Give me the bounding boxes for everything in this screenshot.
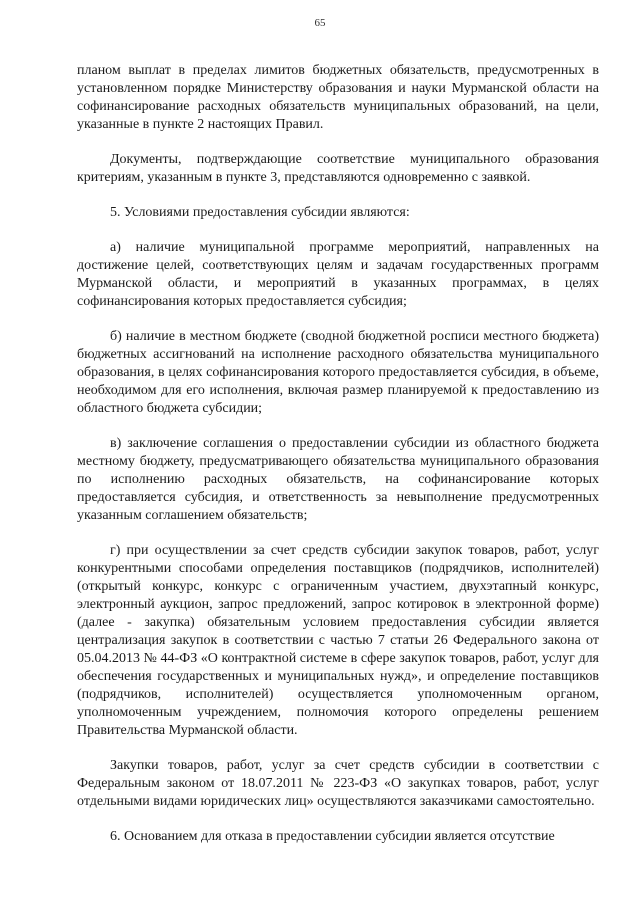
paragraph-item-5b: б) наличие в местном бюджете (сводной бюджетной росписи местного бюджета) бюджетных ассигнований на исполнение расходного обязательства муниципального образования, в целях софинансирования которого предоставляется субсидия, в объеме, необходимом для его исполнения, включая размер планируемой к предоставлению из областного бюджета субсидии; [77, 329, 599, 416]
paragraph-continuation: планом выплат в пределах лимитов бюджетных обязательств, предусмотренных в установленном порядке Министерству образования и науки Мурманской области на софинансирование расходных обязательств муниципальных образований, на цели, указанные в пункте 2 настоящих Правил. [77, 63, 599, 132]
paragraph-procurement: Закупки товаров, работ, услуг за счет средств субсидии в соответствии с Федеральным законом от 18.07.2011 № 223-ФЗ «О закупках товаров, работ, услуг отдельными видами юридических лиц» осуществляются заказчиками самостоятельно. [77, 758, 599, 809]
page-number: 65 [314, 17, 326, 29]
paragraph-documents: Документы, подтверждающие соответствие муниципального образования критериям, указанным в пункте 3, представляются одновременно с заявкой. [77, 152, 599, 185]
document-body [77, 62, 599, 863]
paragraph-item-5a: а) наличие муниципальной программе мероприятий, направленных на достижение целей, соответствующих целям и задачам государственных программ Мурманской области, и мероприятий в указанных программах, в целях софинансирования которых предоставляется субсидия; [77, 240, 599, 309]
paragraph-item-5v: в) заключение соглашения о предоставлении субсидии из областного бюджета местному бюджету, предусматривающего обязательства муниципального образования по исполнению расходных обязательств, на софинансирование которых предоставляется субсидия, и ответственность за невыполнение предусмотренных указанным соглашением обязательств; [77, 436, 599, 523]
paragraph-item-6: 6. Основанием для отказа в предоставлении субсидии является отсутствие [110, 829, 555, 844]
paragraph-item-5: 5. Условиями предоставления субсидии являются: [110, 205, 410, 220]
paragraph-item-5g: г) при осуществлении за счет средств субсидии закупок товаров, работ, услуг конкурентными способами определения поставщиков (подрядчиков, исполнителей) (открытый конкурс, конкурс с ограниченным участием, двухэтапный конкурс, электронный аукцион, запрос предложений, запрос котировок в электронной форме) (далее - закупка) обязательным условием предоставления субсидии является централизация закупок в соответствии с частью 7 статьи 26 Федерального закона от 05.04.2013 № 44-ФЗ «О контрактной системе в сфере закупок товаров, работ, услуг для обеспечения государственных и муниципальных нужд», и определение поставщиков (подрядчиков, исполнителей) осуществляется уполномоченным органом, уполномоченным учреждением, полномочия которого определены решением Правительства Мурманской области. [77, 543, 599, 738]
